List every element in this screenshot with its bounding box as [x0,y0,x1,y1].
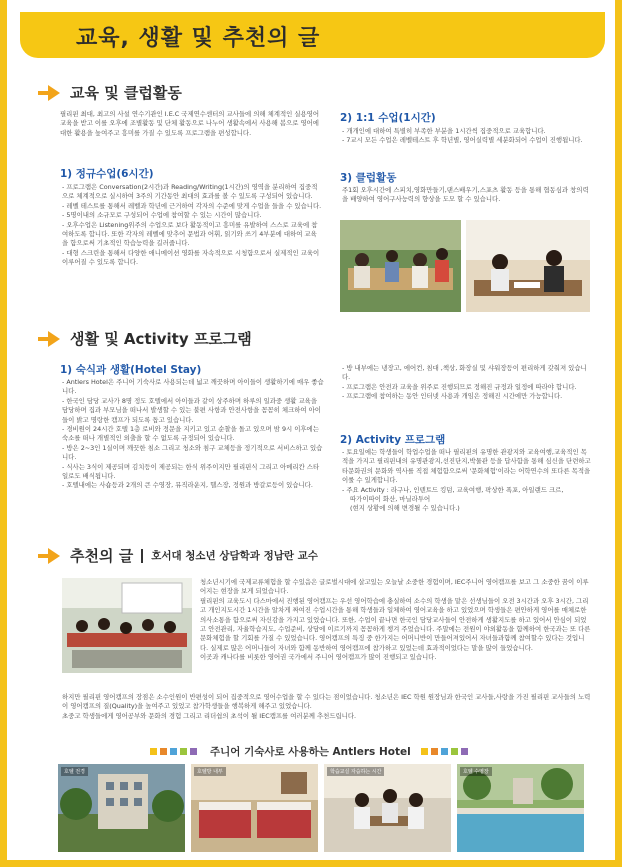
color-square [150,748,157,755]
activity-list [342,448,592,514]
hotel-exterior-photo [58,764,185,852]
list-item: - 오후수업은 Listening위주의 수업으로 보다 활동적이고 흥미를 유발하여 스스로 교육에 참여하도록 합니다. 또한 각자의 레벨에 맞추어 문법과 어휘, 읽기와 쓰기 4부분에 대하여 교육을 함으로써 기초적인 학습능력을 길러줍니다. [62,220,318,248]
one-on-one-title: 2) 1:1 수업(1시간) [340,112,436,124]
gallery-caption-text: 주니어 기숙사로 사용하는 Antlers Hotel [210,746,411,758]
color-square [451,748,458,755]
color-square [190,748,197,755]
color-square [441,748,448,755]
regular-class-title: 1) 정규수업(6시간) [60,168,154,180]
photo-label: 학습교실 자습하는 시간 [327,767,384,776]
hotel-stay-list [62,378,324,491]
list-item: - Antlers Hotel은 주니어 기숙사로 사용되는데 넓고 깨끗하며 아이들이 생활하기에 매우 좋습니다. [62,378,324,396]
color-square [170,748,177,755]
regular-class-list [62,183,322,268]
arrow-icon [38,331,62,347]
recommend-text-bottom [62,693,592,721]
arrow-icon [38,85,62,101]
list-item: - 주요 Activity : 라구나, 인텐트드 킹덤, 교육여행, 팍상한 폭포, 아일랜드 크르, [342,485,564,494]
list-item: - 토요일에는 학생들이 학업수업을 떠나 필리핀의 유명한 관광지와 교육여행,교육적인 목적을 가지고 필리핀내의 유명관광지,선진단지,박물관 등을 답사함을 통해 심신을 단련하고 타문화권의 문화와 역사를 직접 체험함으로써 '문화체험'이라는 어학연수의 또다른 목적을 이룰 수 있게합니다. [342,448,591,485]
gallery-caption [150,744,471,759]
list-item: - 호텔내에는 사숍등과 2개의 큰 수영장, 뮤직라운지, 헬스장, 정원과 방갈로등이 있습니다. [62,481,313,490]
color-square [421,748,428,755]
classroom-photo [62,578,192,673]
list-item: - 프로그램에 참여하는 동안 인터넷 사용과 개임은 정해진 시간에만 가능합니다. [342,392,563,401]
education-title: 교육 및 클럽활동 [70,84,182,102]
life-section-heading [38,328,252,349]
study-room-photo [324,764,451,852]
recommend-text-top [200,578,592,663]
color-square [160,748,167,755]
club-text [342,186,590,205]
hotel-pool-photo [457,764,584,852]
recommend-paragraph: 이곳과 캐나다를 비롯한 영어권 국가에서 주니어 영어캠프가 많이 진행되고 있습니다. [200,653,437,662]
one-on-one-list [342,127,590,146]
list-item: - 개개인에 대하여 특별히 부족한 부분을 1시간씩 집중적으로 교육합니다. [342,127,546,135]
education-intro [60,110,322,138]
recommend-byline: 호서대 청소년 상담학과 정남란 교수 [151,550,318,562]
page-title: 교육, 생활 및 추천의 글 [76,26,321,51]
list-item: - 5명이내의 소규모로 구성되어 수업에 참여할 수 있는 시간이 많습니다. [62,211,262,220]
recommend-section-heading [38,545,318,566]
education-section-heading [38,82,182,103]
list-item: - 대형 스크린을 통해서 다양한 애니메이션 영화를 자속적으로 시청함으로서 실제적인 교육이 이루어질 수 있도록 합니다. [62,248,320,267]
recommend-paragraph: 필리핀의 교육도시 다스마에서 진행된 영어캠프는 우선 영어학습에 충실하여 소수의 학생을 맡은 선생님들이 오전 3시간과 오후 3시간, 그리고 개인지도시간 1시간을 알차게 짜여진 수업시간을 통해 학생들과 일체하여 영어교육을 하고 있었으며 학생들은 편안하게 영어를 매체로한 의사소통을 함으로써 자신감을 가지고 있었습니다. 또한, 수업이 끝나면 한국인 담당교사들이 안전하게 생활지도를 하고 있어서 안심이 되었고 안전관리, 자율학습지도, 수업준비, 상담에 이르기까지 꼼꼼하게 챙겨 주었습니다. 주말에는 전원이 야외활동을 함께하여 한국과는 또 다른 문화체험을 할 기회를 가질 수 있었습니다. 영어캠프의 특징 중 한가지는 어머니반이 만들어져있어서 자녀들과함께 참여할수 있다는 것입니다. 실제로 많은 어머니들이 자녀와 함께 동반하여 영어캠프에 참가하고 있었는데 효과적이었다는 말을 많이 들었습니다. [200,596,591,652]
recommend-paragraph: 하지만 필리핀 영어캠프의 장점은 소수인원이 반편성이 되어 집중적으로 영어수업을 할 수 있다는 점이었습니다. 청소년은 IEC 학원 원장님과 한국인 교사들,사랑을 가진 필리핀 교사들의 노력이 영어캠프의 질(Quality)을 높여주고 있었고 참가학생들을 행복하게 해주고 있었습니다. [62,693,591,711]
recommend-paragraph: 초중고 학생들에게 영어공부와 문화의 경험 그리고 리더쉽의 초석이 될 IEC캠프를 여러분께 추천드립니다. [62,711,357,720]
list-item: - 프로그램은 안전과 교육을 위주로 진행되므로 정해진 규정과 일정에 따라야 합니다. [342,382,577,391]
list-item: - 방 내부에는 냉장고, 에어컨, 침대 ,책상, 화장실 및 샤워장등이 편리하게 갖춰져 있습니다. [342,364,587,382]
photo-label: 호텔 수영장 [460,767,492,776]
list-item: - 한국인 담당 교사가 8명 정도 호텔에서 아이들과 같이 상주하며 하루의 일과중 생활 교육을 담당하며 집과 부모님을 떠나서 발생할 수 있는 불편 사항과 안전사항을 꼼꼼히 체크하여 아이들이 밝고 명랑한 캠프가 되도록 돕고 있습니다. [62,396,321,424]
list-item: - 레벨 테스트를 통해서 레벨과 학년에 근거하여 각자의 수준에 맞게 수업을 들을 수 있습니다. [62,201,322,210]
color-square [431,748,438,755]
hotel-stay-title: 1) 숙식과 생활(Hotel Stay) [60,364,202,376]
header-banner [20,12,605,58]
list-item: - 방은 2~3인 1실이며 깨끗한 침소 그리고 청소와 침구 교체등을 정기적으로 서비스하고 있습니다. [62,443,323,462]
hotel-room-photo [191,764,318,852]
color-square [461,748,468,755]
hotel-stay-list-continued [342,364,592,402]
list-item: - 7교시 모든 수업은 레벨테스트 후 학년별, 영어실력별 세분화되어 수업이 진행됩니다. [342,136,583,145]
list-item: - 경비원이 24시간 호텔 1층 로비와 정문을 지키고 있고 순찰을 돌고 있으며 밤 9시 이후에는 숙소를 떠나 개별적인 외출을 할 수 없도록 규정되어 있습니다. [62,425,319,443]
club-photo-teacher [466,220,590,312]
activity-title: 2) Activity 프로그램 [340,434,446,446]
photo-label: 호텔방 내부 [194,767,226,776]
recommend-title: 추천의 글 [70,547,134,565]
title-divider [141,549,143,563]
club-text-body: 주1회 오후시간에 스피치,영화만들기,댄스배우기,스포츠 활동 등을 통해 협동심과 창의력을 배양하여 영어구사능력의 향상을 도모 할 수 있습니다. [342,186,589,204]
recommend-paragraph: 청소년시기에 국제교류체험을 할 수있음은 글로벌시대에 살고있는 오늘날 소중한 경험이며, IEC주니어 영어캠프를 보고 그 소중한 꿈이 이루어지는 현장을 보게 되었습니다. [200,578,589,596]
arrow-icon [38,548,62,564]
list-item: - 프로그램은 Conversation(2시간)과 Reading/Writing(1시간)의 영역을 분리하여 집중적으로 체계적으로 실시하여 3주의 기간동안 최대의 효과를 볼 수 있도록 구성되어 있습니다. [62,183,318,201]
life-title: 생활 및 Activity 프로그램 [70,330,252,348]
list-item: 따가이따이 화산, 마닐라투어 [350,495,431,504]
education-intro-text: 필리핀 최대, 최고의 사설 연수기관인 I.E.C 국제연수센터의 교사들에 의해 체계적인 실용영어 교육을 받고 이를 오후에 조별활동 및 단체 활동으로 나누어 생활속에서 사용해 봄으로 영어에 대한 활용을 높여주고 흥미를 가질 수 있도록 프로그램을 편성합니다. [60,110,320,137]
club-title: 3) 클럽활동 [340,172,397,184]
list-item: - 식사는 3식이 제공되며 김치등이 제공되는 한식 위주이지만 필리핀식 그리고 아메리칸 스타일로도 배식됩니다. [62,462,320,481]
photo-label: 호텔 전경 [61,767,88,776]
club-photo-students [340,220,461,312]
list-item: (현지 상황에 의해 변경될 수 있습니다.) [350,504,460,513]
color-square [180,748,187,755]
